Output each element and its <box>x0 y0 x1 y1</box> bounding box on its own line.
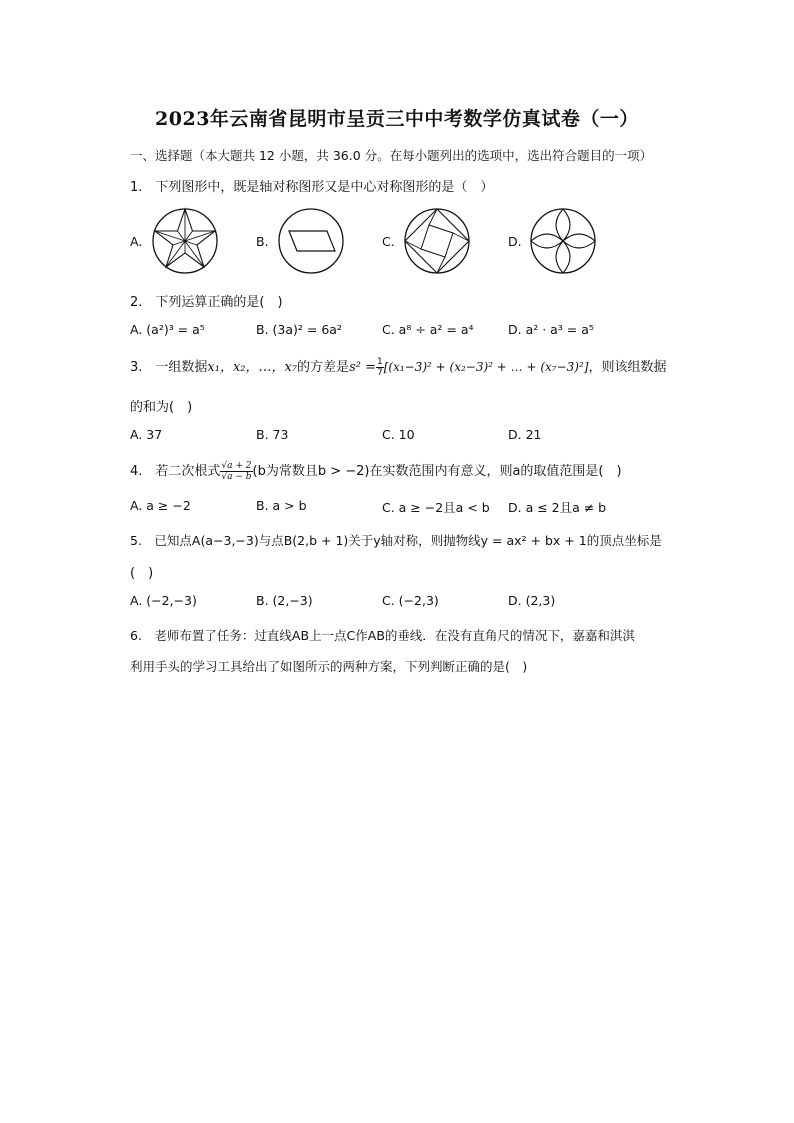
q3-fraction-numerator: 1 <box>376 357 383 367</box>
parallelogram-in-circle-figure <box>277 207 345 275</box>
q4-radical-denominator: √a − b <box>221 472 252 482</box>
q5-option-c: C. (−2,3) <box>382 593 439 608</box>
q5-option-b: B. (2,−3) <box>256 593 313 608</box>
q1-option-c-label: C. <box>382 234 395 249</box>
q2-option-b: B. (3a)² = 6a² <box>256 322 342 337</box>
q2-option-a: A. (a²)³ = a⁵ <box>130 322 205 337</box>
q5-option-d: D. (2,3) <box>508 593 556 608</box>
question-5-stem: 5. 已知点A(a−3,−3)与点B(2,b + 1)关于y轴对称，则抛物线y = ax² + bx + 1的顶点坐标是 <box>130 533 662 548</box>
q3-stem-d: ，则该组数据 <box>588 360 667 375</box>
q1-option-a-label: A. <box>130 234 143 249</box>
question-6-stem-line-2: 利用手头的学习工具给出了如图所示的两种方案，下列判断正确的是( ) <box>130 659 528 674</box>
q4-radical-fraction <box>220 461 252 482</box>
q4-option-b: B. a > b <box>256 498 307 513</box>
question-6-stem: 6. 老师布置了任务：过直线AB上一点C作AB的垂线．在没有直角尺的情况下，嘉嘉和淇淇 <box>130 628 635 643</box>
page-title: 2023年云南省昆明市呈贡三中中考数学仿真试卷（一） <box>155 108 639 130</box>
q4-option-d: D. a ≤ 2且a ≠ b <box>508 500 607 515</box>
question-2-stem: 2. 下列运算正确的是( ) <box>130 295 283 310</box>
q3-fraction <box>376 357 384 378</box>
q4-stem-a: 4. 若二次根式 <box>130 464 221 479</box>
section-header: 一、选择题（本大题共 12 小题，共 36.0 分。在每小题列出的选项中，选出符合题目的一项） <box>130 148 653 163</box>
q4-stem-b: (b为常数且b > −2)在实数范围内有意义，则a的取值范围是( ) <box>252 464 622 479</box>
q4-radical-numerator: √a + 2 <box>221 461 252 471</box>
question-3-stem-line-1 <box>130 356 666 378</box>
petals-in-circle-figure <box>529 207 597 275</box>
question-5-stem-line-2: ( ) <box>130 566 154 581</box>
q2-option-d: D. a² · a³ = a⁵ <box>508 322 594 337</box>
q3-option-d: D. 21 <box>508 427 542 442</box>
question-1-stem: 1. 下列图形中，既是轴对称图形又是中心对称图形的是（ ） <box>130 180 494 195</box>
star-in-circle-figure <box>151 207 219 275</box>
q2-option-c: C. a⁸ ÷ a² = a⁴ <box>382 322 474 337</box>
q3-variance-expression: [(x₁−3)² + (x₂−3)² + … + (x₇−3)²] <box>383 360 589 374</box>
q3-vars: x₁，x₂，…，x₇ <box>207 360 298 375</box>
q1-option-d-label: D. <box>508 234 522 249</box>
squares-in-circle-figure <box>403 207 471 275</box>
q3-variance-symbol: s² = <box>349 360 376 375</box>
q1-option-b-label: B. <box>256 234 269 249</box>
question-3-stem-line-2: 的和为( ) <box>130 400 193 415</box>
q3-stem-a: 3. 一组数据 <box>130 360 208 375</box>
question-4-stem <box>130 460 622 482</box>
q3-fraction-denominator: 7 <box>376 368 383 378</box>
q5-option-a: A. (−2,−3) <box>130 593 197 608</box>
q4-option-c: C. a ≥ −2且a < b <box>382 500 490 515</box>
q3-option-b: B. 73 <box>256 427 289 442</box>
q3-stem-b: 的方差是 <box>297 360 350 375</box>
q3-option-a: A. 37 <box>130 427 163 442</box>
q4-option-a: A. a ≥ −2 <box>130 498 191 513</box>
q3-option-c: C. 10 <box>382 427 415 442</box>
